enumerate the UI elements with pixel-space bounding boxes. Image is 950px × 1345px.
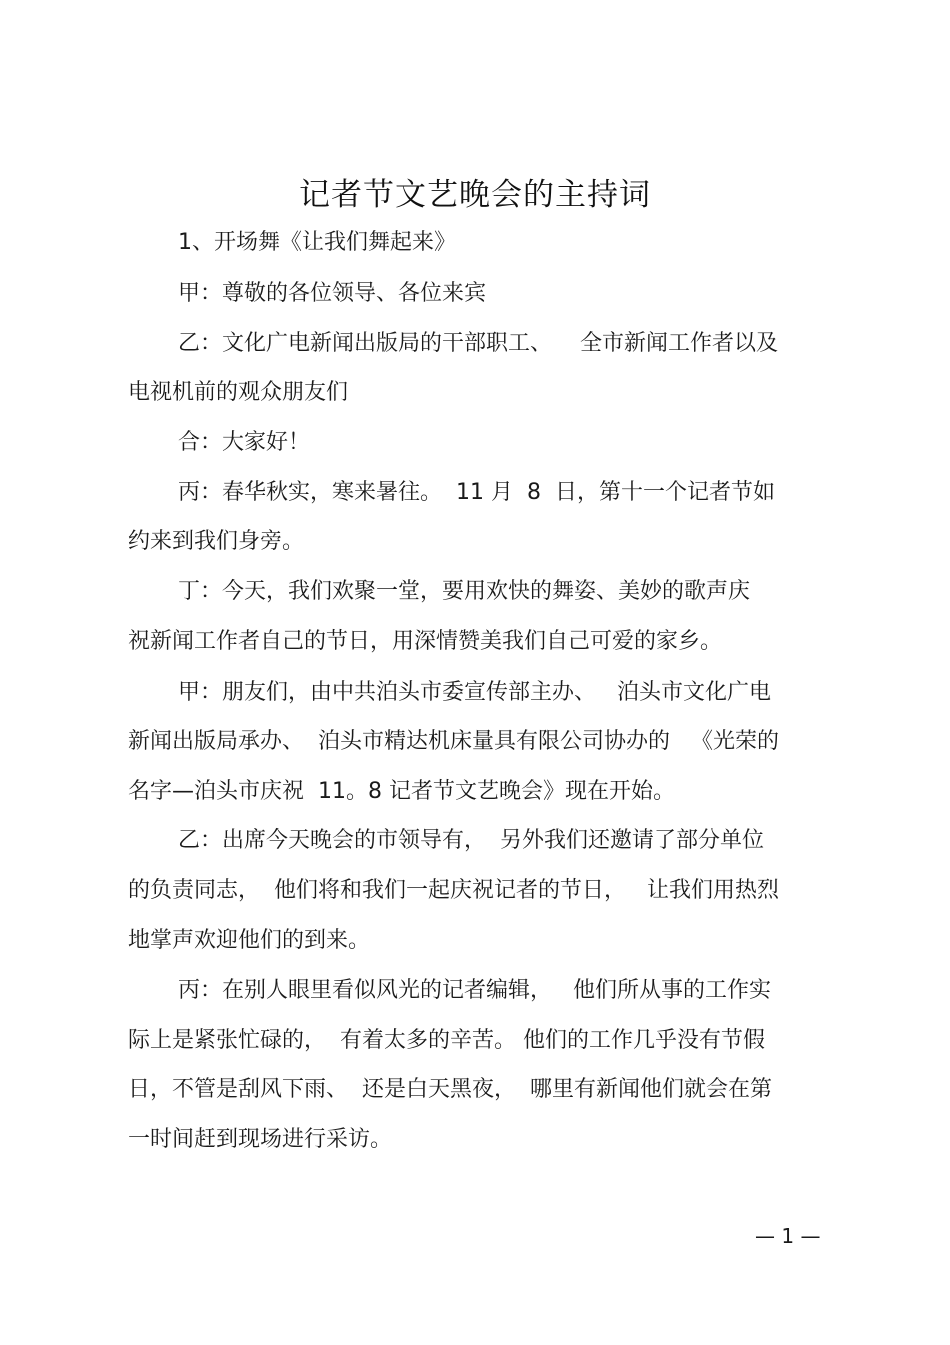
paragraph-line: 电视机前的观众朋友们 <box>128 380 349 405</box>
paragraph-line: 丙：在别人眼里看似风光的记者编辑， 他们所从事的工作实 <box>178 978 771 1003</box>
paragraph-line: 乙：文化广电新闻出版局的干部职工、 全市新闻工作者以及 <box>178 331 778 356</box>
page-number: — 1 — <box>755 1224 821 1248</box>
paragraph-line: 乙：出席今天晚会的市领导有， 另外我们还邀请了部分单位 <box>178 828 764 853</box>
paragraph-line: 丙：春华秋实，寒来暑往。 11 月 8 日，第十一个记者节如 <box>178 480 775 505</box>
paragraph-line: 的负责同志， 他们将和我们一起庆祝记者的节日， 让我们用热烈 <box>128 878 779 903</box>
paragraph-line: 约来到我们身旁。 <box>128 529 305 554</box>
paragraph-line: 日，不管是刮风下雨、 还是白天黑夜， 哪里有新闻他们就会在第 <box>128 1077 772 1102</box>
paragraph-line: 祝新闻工作者自己的节日，用深情赞美我们自己可爱的家乡。 <box>128 629 723 654</box>
paragraph-line: 新闻出版局承办、 泊头市精达机床量具有限公司协办的 《光荣的 <box>128 729 779 754</box>
paragraph-line: 地掌声欢迎他们的到来。 <box>128 928 371 953</box>
paragraph-line: 1、开场舞《让我们舞起来》 <box>178 230 456 255</box>
paragraph-line: 一时间赶到现场进行采访。 <box>128 1127 393 1152</box>
paragraph-line: 合：大家好！ <box>178 430 311 455</box>
paragraph-line: 甲：朋友们，由中共泊头市委宣传部主办、 泊头市文化广电 <box>178 680 771 705</box>
paragraph-line: 甲：尊敬的各位领导、各位来宾 <box>178 281 487 306</box>
paragraph-line: 际上是紧张忙碌的， 有着太多的辛苦。 他们的工作几乎没有节假 <box>128 1028 765 1053</box>
paragraph-line: 名字—泊头市庆祝 11。8 记者节文艺晚会》现在开始。 <box>128 779 675 804</box>
paragraph-line: 丁：今天，我们欢聚一堂，要用欢快的舞姿、美妙的歌声庆 <box>178 579 751 604</box>
document-title: 记者节文艺晚会的主持词 <box>299 177 651 213</box>
